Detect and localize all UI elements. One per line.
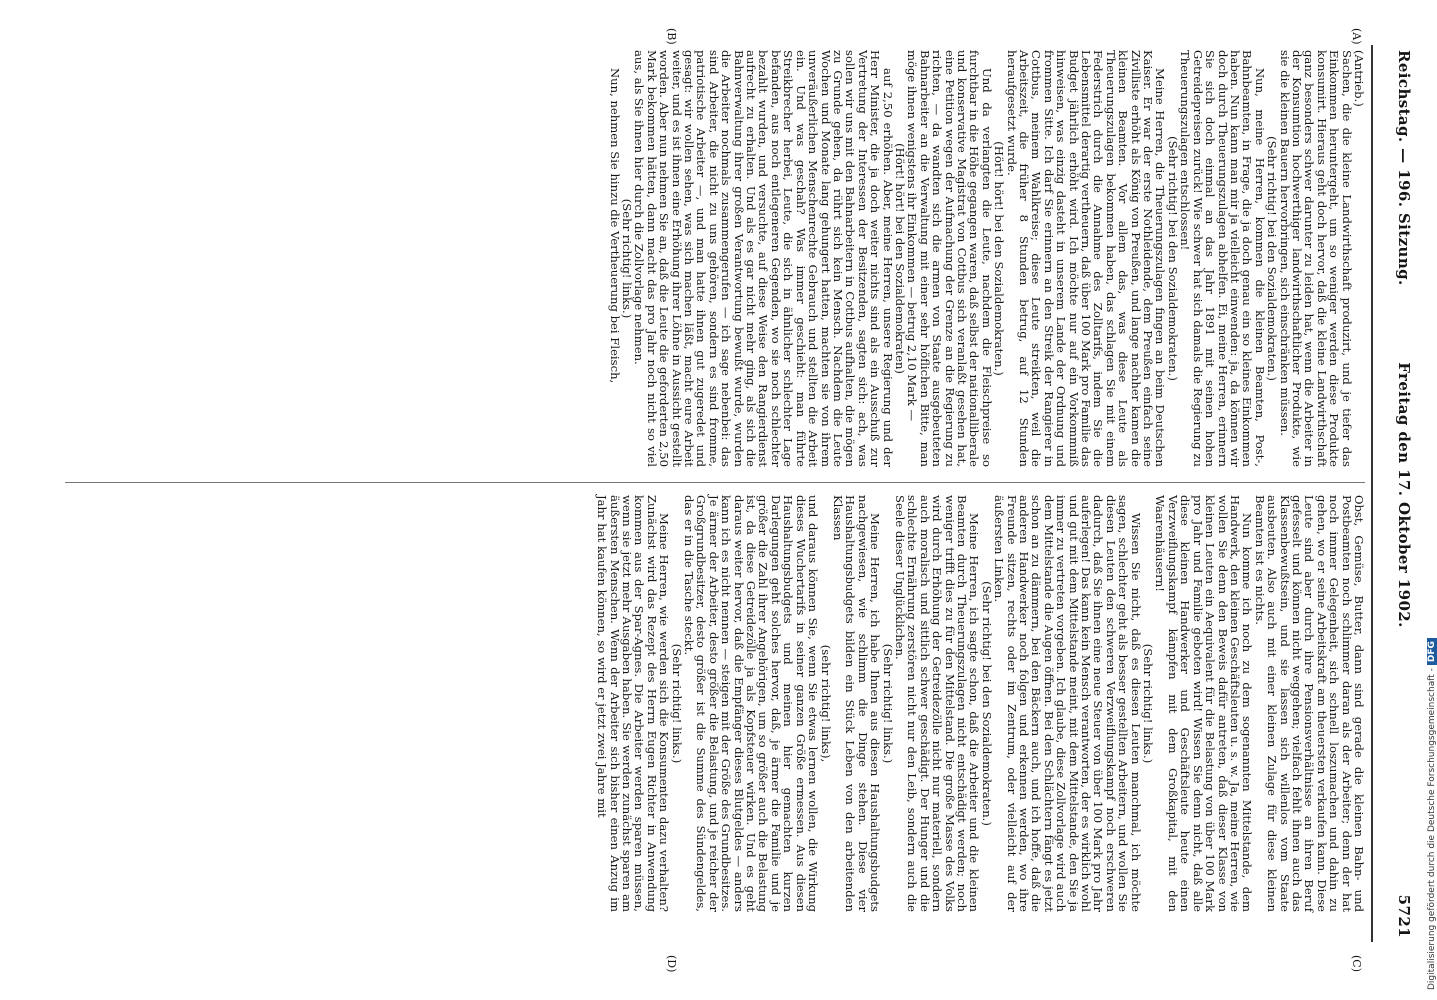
paragraph: Obst, Gemüse, Butter, dann sind gerade die kleinen Bahn- und Postbeamten noch schlimmer daran als der Arbeiter; denn der hat noch immer Gelegenheit, sich schnell loszumachen und dahin zu gehen, wo er seine Arbeitskraft am theuersten verkaufen kann. Diese Leute sind aber durch ihre Pensionsverhältnisse an ihren Beruf gefesselt und können nicht weggehen; vielfach fehlt ihnen auch das Klassenbewußtsein, und sie lassen sich willenlos vom Staate ausbeuten. Also auch mit einer kleinen Zulage für diese kleinen Beamten ist es nichts.	[1252, 495, 1366, 912]
paragraph: Und da verlangten die Leute, nachdem die Fleischpreise so furchtbar in die Höhe gegangen waren, daß selbst der nationalliberale und konservative Magistrat von Cottbus sich veranlaßt gesehen hat, eine Petition wegen der Aufmachung der Grenze an die Regierung zu richten, — da wandten sich die armen von Staate ausgebeuteten Bahnarbeiter an die Verwaltung mit einer sehr höflichen Bitte, man möge ihnen wenigstens ihr Einkommen — betrug 2,10 Mark —	[905, 50, 994, 467]
document-page	[33, 20, 1413, 973]
paragraph: Nun komme ich noch zu dem sogenannten Mittelstande, dem Handwerk, den kleinen Geschäftsleuten u. s. w. Ja, meine Herren, wie wollen Sie denn den Beweis dafür antreten, daß dieser Klasse von kleinen Leuten ein Aequivalent für die Belastung von über 100 Mark pro Jahr und Familie geboten wird! Wissen Sie denn nicht, daß alle diese kleinen Handwerker und Geschäftsleute heute einen Verzweiflungskampf kämpfen mit dem Großkapital, mit den Waarenhäusern!	[1153, 495, 1255, 912]
paragraph: Meine Herren, die Theuerungszulagen fingen an beim Deutschen Kaiser. Er war der erste Nothleidende, dem Preußen einfach seine Zivilliste erhöht als König von Preußen, und lange nachher kamen die kleinen Beamten. Vor allem das, was diese Leute als Theuerungszulagen bekommen haben, das schlagen Sie mit einem Federstrich durch die Annahme des Zolltarifs, indem Sie die Lebensmittel derartig vertheuern, daß über 100 Mark pro Familie das Budget jährlich erhöht wird. Ich möchte nur auf ein Vorkommniß hinweisen, was einzig dasteht in unserem Lande der Ordnung und frommen Sitte. Ich darf Sie erinnern an den Streik der Rangierer in Cottbus, meinem Wahlkreise; diese Leute streikten, weil die Arbeitszeit, die früher 8 Stunden betrug, auf 12 Stunden heraufgesetzt wurde.	[1004, 50, 1168, 467]
interjection: (Hört! hört! bei den Sozialdemokraten)	[892, 143, 907, 374]
interjection: (Sehr richtig! links.)	[669, 643, 684, 764]
margin-marker-d: (D)	[665, 955, 678, 973]
margin-marker-a: (A)	[1350, 28, 1363, 45]
credit-text: Digitalisierung gefördert durch die Deutsche Forschungsgemeinschaft -	[1427, 668, 1437, 990]
paragraph: und daraus können Sie, wenn Sie etwas lernen wollen, die Wirkung dieses Wuchertarifs in seiner ganzen Größe ermessen. Aus diesen Haushaltungsbudgets und meinen hier gemachten kurzen Darlegungen geht solches hervor, daß, je ärmer die Familie und je größer die Zahl ihrer Angehörigen, um so größer auch die Belastung ist, da diese Getreidezölle ja als Kopfsteuer wirken. Und es geht daraus weiter hervor, daß die Empfänger dieses Blutgeldes — anders kann ich es nicht nennen — steigen mit der Größe des Grundbesitzes. Je ärmer der Arbeiter, desto größer die Belastung, und je reicher der Großgrundbesitzer, desto größer ist die Summe des Sündengeldes, das er in die Tasche steckt.	[682, 495, 821, 912]
paragraph: Nun, meine Herren, kommen die kleinen Beamten, Post-, Bahnbeamten, in Frage, die ja doch genau ein so kleines Einkommen haben. Nun kann man mir ja vielleicht einwenden: ja, da können wir doch durch Theuerungszulagen abhelfen. Ei, meine Herren, erinnern Sie sich doch einmal an das Jahr 1891 mit seinen hohen Getreidepreisen zurück! Wie schwer hat sich damals die Regierung zu Theuerungszulagen entschlossen!	[1178, 50, 1267, 467]
left-column	[65, 50, 1365, 467]
running-header-left: Reichstag. — 196. Sitzung.	[1395, 50, 1413, 286]
interjection: (Sehr richtig! links.)	[880, 643, 895, 764]
margin-marker-b: (B)	[665, 28, 678, 45]
paragraph: Meine Herren, ich habe Ihnen aus diesen Haushaltungsbudgets nachgewiesen, wie schlimm die Dinge stehen. Diese vier Haushaltungsbudgets bilden ein Stück Leben von den arbeitenden Klassen	[830, 495, 883, 912]
header-rule	[1371, 45, 1373, 942]
paragraph: Wissen Sie nicht, daß es diesen Leuten manchmal, ich möchte sagen, schlechter geht als besser gestellten Arbeitern, und wollen Sie diesen Leuten den schweren Verzweiflungskampf noch erschweren dadurch, daß Sie ihnen eine neue Steuer von über 100 Mark pro Jahr auferlegen! Das kann kein Mensch verantworten, der es wirklich wohl und gut mit dem Mittelstande meint, mit dem Mittelstande, den Sie ja immer zu vertreten vorgeben. Ich glaube, diese Zollvorlage wird auch dem Mittelstande die Augen öffnen. Bei den Schlächtern fängt es jetzt schon an zu dämmern, bei den Bäckern auch, und ich hoffe, daß die anderen Handwerker noch folgen und erkennen werden, wo ihre Freunde sitzen, rechts oder im Zentrum, oder vielleicht auf der äußersten Linken.	[992, 495, 1143, 912]
digitization-credit	[1427, 30, 1437, 990]
interjection: (Sehr richtig! bei den Sozialdemokraten.)	[1265, 136, 1280, 381]
paragraph: Meine Herren, ich sagte schon, daß die Arbeiter und die kleinen Beamten durch Theuerungszulagen nicht entschädigt werden; noch weniger trifft dies zu für den Mittelstand. Die große Masse des Volks wird durch Erhöhung der Getreidezölle nicht nur materiell, sondern auch moralisch und sittlich schwer geschädigt. Der Hunger und die schlechte Ernährung zerstören nicht nur den Leib, sondern auch die Seele dieser Unglücklichen.	[892, 495, 982, 912]
interjection: (Hört! hört! bei den Sozialdemokraten.)	[992, 141, 1007, 376]
margin-marker-c: (C)	[1350, 955, 1363, 972]
interjection: (Sehr richtig! links.)	[620, 198, 635, 319]
interjection: (sehr richtig! links),	[818, 644, 833, 763]
interjection: (Sehr richtig! bei den Sozialdemokraten.)	[1165, 136, 1180, 381]
page-number: 5721	[1395, 894, 1413, 938]
paragraph: Meine Herren, wie werden sich die Konsumenten dazu verhalten? Zunächst wird das Rezept des Herrn Eugen Richter in Anwendung kommen aus der Spar-Agnes. Die Arbeiter werden sparen müssen, wenn sie jetzt mehr Ausgaben haben. Sie werden zunächst sparen am äußersten Menschen. Wenn der Arbeiter sich bisher einen Anzug im Jahr hat kaufen können, so wird er jetzt zwei Jahre mit	[595, 495, 672, 912]
paragraph: auf 2,50 erhöhen. Aber, meine Herren, unsere Regierung und der Herr Minister, die ja doch weiter nichts sind als ein Ausschuß zur Vertretung der Interessen der Besitzenden, sagten sich: ach, was sollen wir uns mit den Bahnarbeitern in Cottbus aufhalten, die mögen zu Grunde gehen, da rührt sich kein Mensch. Nachdem die Leute Wochen und Monate lang gehungert hatten, machten sie von ihrem unveräußerlichen Menschenrechte Gebrauch und stellten die Arbeit ein. Und was geschah? Was immer geschieht: man führte Streikbrecher herbei, Leute, die sich in ähnlicher schlechter Lage befanden, aus noch entlegeneren Gegenden, wo sie noch schlechter bezahlt wurden, und versuchte, auf diese Weise den Rangierdienst aufrecht zu erhalten. Und als es gar nicht mehr ging, als sich die Bahnverwaltung ihrer großen Verantwortung bewußt wurde, wurden die Arbeiter nochmals zusammengerufen — ich sage nebenbei: das sind Arbeiter, die nicht zu uns gehören, sondern es sind fromme, patriotische Arbeiter —, und man hatte ihnen gut zugeredet und gesagt: wir wollen sehen, was sich machen läßt, macht eure Arbeit weiter, und es ist ihnen eine Erhöhung ihrer Löhne in Aussicht gestellt worden. Aber nun nehmen Sie an, daß die Leute die geforderten 2,50 Mark bekommen hätten, dann macht das pro Jahr noch nicht so viel aus, als Sie ihnen hier durch die Zollvorlage nehmen.	[632, 50, 895, 467]
column-divider	[65, 482, 1365, 483]
dfg-logo: DFG	[1427, 638, 1437, 665]
running-header-date: Freitag den 17. Oktober 1902.	[1395, 362, 1413, 628]
paragraph: (Antrieb.)	[1352, 50, 1366, 107]
interjection: (Sehr richtig! bei den Sozialdemokraten.)	[979, 581, 994, 826]
interjection: (Sehr richtig! links.)	[1141, 643, 1156, 764]
paragraph: Sachen, die die kleine Landwirthschaft produzirt, und je tiefer das Einkommen heruntergeht, um so weniger werden diese Produkte konsumirt. Hieraus geht doch hervor, daß die kleine Landwirthschaft ganz besonders schwer darunter zu leiden hat, wenn die Arbeiter in der Konsumtion hochwerthiger landwirthschaftlicher Produkte, wie sie die kleinen Bauern hervorbringen, sich einschränken müssen.	[1277, 50, 1354, 467]
right-column	[65, 495, 1365, 912]
paragraph: Nun, nehmen Sie hinzu die Vertheuerung bei Fleisch,	[607, 68, 622, 384]
